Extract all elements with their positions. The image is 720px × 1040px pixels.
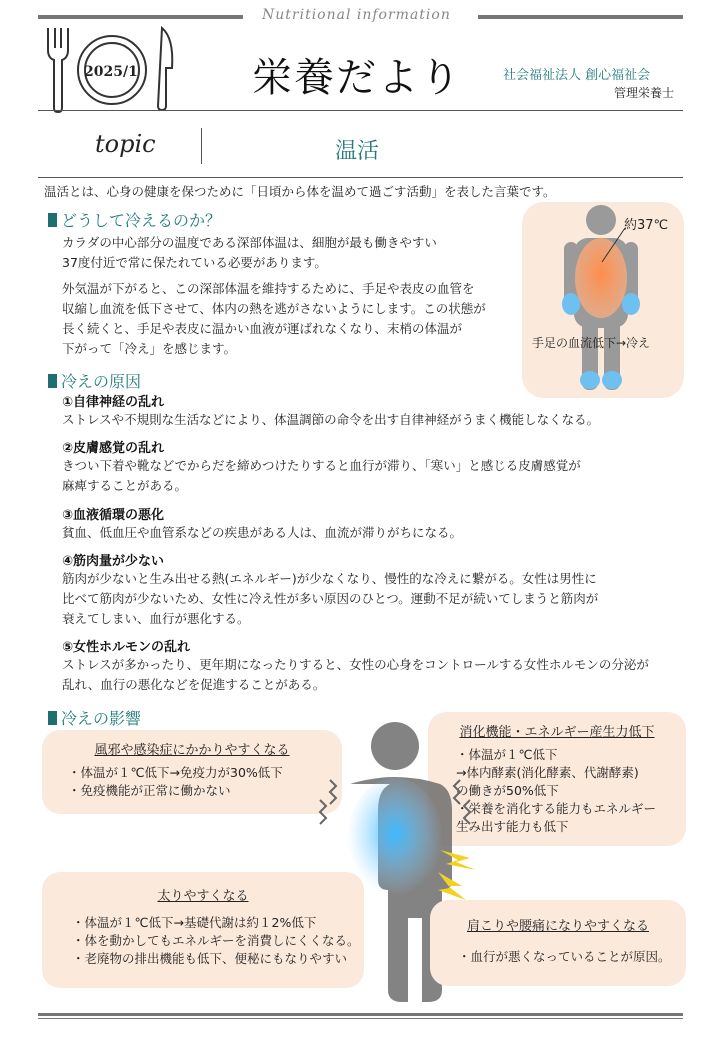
top-rule-right: [478, 15, 683, 19]
effect-card-text: ・体温が１℃低下→免疫力が30%低下 ・免疫機能が正常に働かない: [68, 765, 283, 798]
header-caption: Nutritional information: [262, 7, 451, 23]
cause-title: ①自律神経の乱れ: [62, 395, 165, 410]
why-paragraph-1: カラダの中心部分の温度である深部体温は、細胞が最も働きやすい 37度付近で常に保たれている必要があります。: [62, 235, 437, 270]
causes-heading-text: 冷えの原因: [61, 372, 142, 391]
cause-title: ④筋肉量が少ない: [62, 554, 165, 569]
effects-heading-text: 冷えの影響: [61, 709, 142, 728]
intro-text: 温活とは、心身の健康を保つために「日頃から体を温めて過ごす活動」を表した言葉です。: [44, 184, 556, 199]
cause-item: [62, 504, 462, 543]
heading-marker: [48, 374, 57, 388]
why-heading-text: どうして冷えるのか？: [61, 211, 222, 230]
effect-card-text: ・体温が１℃低下 →体内酵素(消化酵素、代謝酵素) の働きが50%低下 ・栄養を消化する能力もエネルギー 生み出す能力も低下: [456, 747, 657, 834]
effect-card-title: 消化機能・エネルギー産生力低下: [459, 725, 655, 740]
header-bottom-rule: [38, 110, 683, 111]
cause-text: 貧血、低血圧や血管系などの疾患がある人は、血流が滞りがちになる。: [62, 525, 463, 540]
cause-title: ③血液循環の悪化: [62, 508, 165, 523]
footer-rule-thin: [38, 1018, 683, 1019]
why-heading: [48, 208, 221, 231]
cause-item: [62, 636, 649, 695]
top-rule-left: [38, 15, 243, 19]
footer-rule: [38, 1013, 683, 1016]
heading-marker: [48, 711, 57, 725]
cause-item: [62, 391, 599, 430]
body-temp-figure: [522, 202, 684, 398]
topic-divider: [201, 128, 202, 164]
effect-card-stiffness: [430, 900, 686, 986]
effect-card-weight: [42, 872, 364, 988]
cause-item: [62, 437, 581, 496]
effect-card-title: 肩こりや腰痛になりやすくなる: [466, 919, 649, 934]
effect-card-text: ・体温が１℃低下→基礎代謝は約１2%低下 ・体を動かしてもエネルギーを消費しにくくなる。 ・老廃物の排出機能も低下、便秘にもなりやすい: [72, 915, 360, 966]
cause-item: [62, 550, 598, 629]
core-temp-label: 約37℃: [624, 218, 669, 233]
cause-text: 筋肉が少ないと生み出せる熱(エネルギー)が少なくなり、慢性的な冷えに繋がる。女性は男性に 比べて筋肉が少ないため、女性に冷え性が多い原因のひとつ。運動不足が続いてしまうと筋肉が 衰えてしまい、血行が悪化する。: [62, 571, 599, 626]
effects-heading: [48, 706, 141, 729]
limbs-cold-label: 手足の血流低下→冷え: [532, 336, 651, 350]
cause-text: ストレスや不規則な生活などにより、体温調節の命令を出す自律神経がうまく機能しなくなる。: [62, 412, 600, 427]
cause-text: ストレスが多かったり、更年期になったりすると、女性の心身をコントロールする女性ホルモンの分泌が 乱れ、血行の悪化などを促進することがある。: [62, 657, 649, 692]
effect-card-text: ・血行が悪くなっていることが原因。: [458, 949, 671, 964]
issue-date: 2025/1: [84, 64, 138, 80]
page-title: 栄養だより: [252, 55, 462, 101]
effect-card-title: 太りやすくなる: [157, 889, 249, 904]
effect-card-infection: [42, 730, 342, 814]
topic-bottom-rule: [38, 177, 683, 178]
topic-title: 温活: [335, 139, 380, 164]
why-paragraph-2: 外気温が下がると、この深部体温を維持するために、手足や表皮の血管を 収縮し血流を低下させて、体内の熱を逃がさないようにします。この状態が 長く続くと、手足や表皮に温かい血液が運ばれなくなり、末梢の体温が 下がって「冷え」を感じます。: [62, 281, 486, 356]
heading-marker: [48, 213, 57, 227]
cause-title: ⑤女性ホルモンの乱れ: [62, 640, 191, 655]
author-role: 管理栄養士: [614, 86, 675, 100]
cause-title: ②皮膚感覚の乱れ: [62, 441, 165, 456]
effect-card-title: 風邪や感染症にかかりやすくなる: [94, 743, 290, 758]
organization-name: 社会福祉法人 創心福祉会: [503, 68, 651, 83]
cause-text: きつい下着や靴などでからだを締めつけたりすると血行が滞り、「寒い」と感じる皮膚感覚が 麻痺することがある。: [62, 458, 581, 493]
causes-heading: [48, 369, 141, 392]
topic-label: topic: [95, 130, 156, 158]
